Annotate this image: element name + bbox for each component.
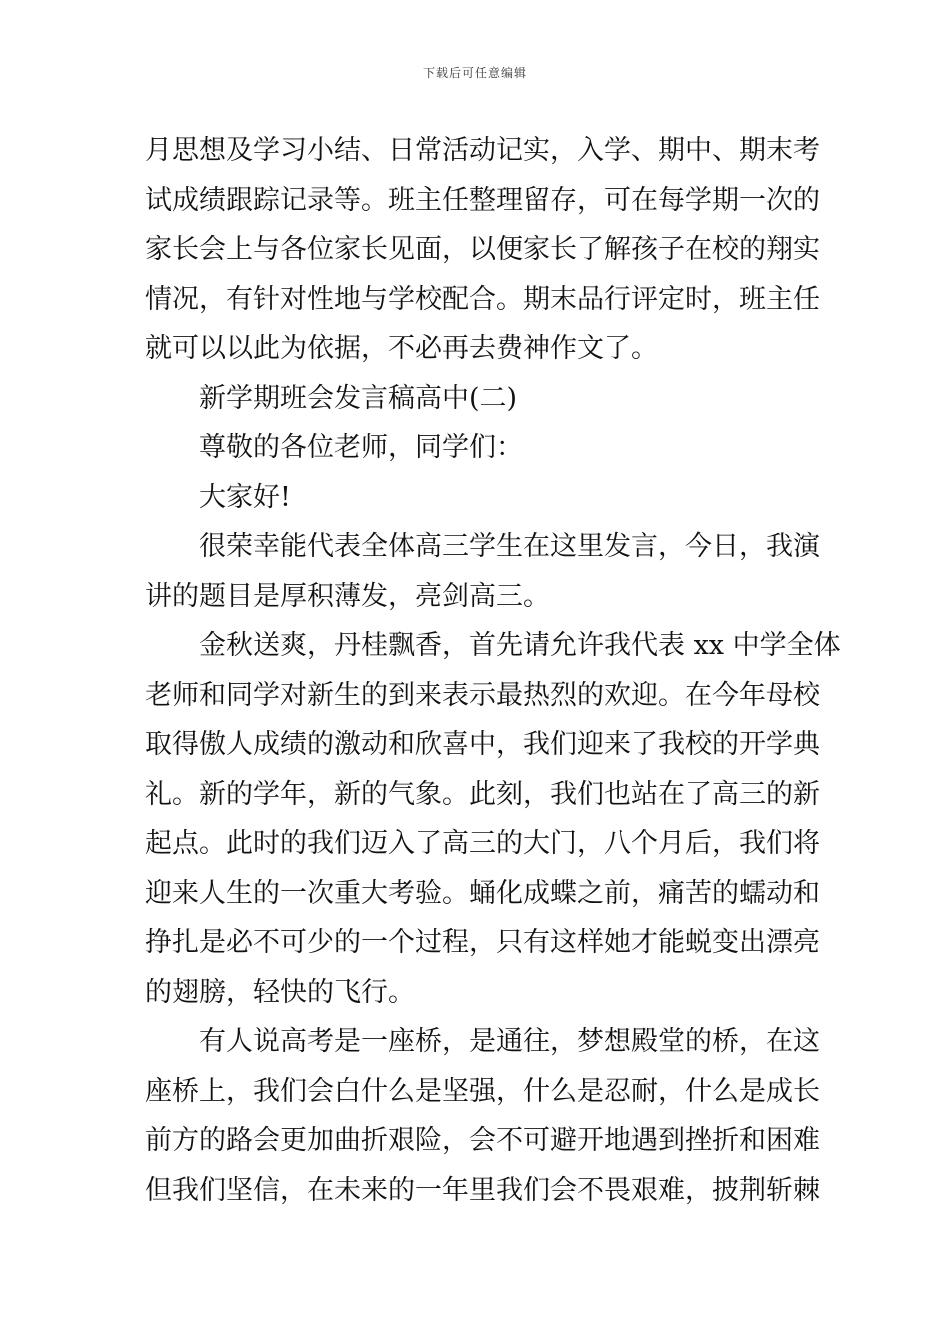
text-line: 但我们坚信，在未来的一年里我们会不畏艰难，披荆斩棘	[145, 1174, 820, 1206]
document-body	[145, 126, 841, 1215]
salutation	[145, 423, 810, 473]
text-line: 尊敬的各位老师，同学们：	[199, 432, 523, 463]
text-line: 老师和同学对新生的到来表示最热烈的欢迎。在今年母校	[145, 679, 820, 711]
text-line: 情况，有针对性地与学校配合。期末品行评定时，班主任	[145, 283, 820, 315]
paragraph	[145, 522, 820, 621]
text-line: 有人说高考是一座桥，是通往，梦想殿堂的桥，在这	[199, 1026, 820, 1057]
text-line: 试成绩跟踪记录等。班主任整理留存，可在每学期一次的	[145, 184, 820, 216]
text-line: 礼。新的学年，新的气象。此刻，我们也站在了高三的新	[145, 778, 820, 810]
text-line: 就可以以此为依据，不必再去费神作文了。	[145, 333, 658, 364]
paragraph	[145, 126, 820, 374]
text-line: 新学期班会发言稿高中(二)	[199, 382, 518, 414]
greeting	[145, 473, 810, 523]
text-line: 月思想及学习小结、日常活动记实，入学、期中、期末考	[145, 135, 820, 166]
section-title	[145, 374, 810, 424]
text-line: 起点。此时的我们迈入了高三的大门，八个月后，我们将	[145, 828, 820, 859]
text-line: 迎来人生的一次重大考验。蛹化成蝶之前，痛苦的蠕动和	[145, 877, 820, 909]
page-header-note: 下载后可任意编辑	[422, 66, 527, 80]
text-line: 很荣幸能代表全体高三学生在这里发言，今日，我演	[199, 531, 820, 562]
text-line: 取得傲人成绩的激动和欣喜中，我们迎来了我校的开学典	[145, 729, 820, 760]
text-line: 前方的路会更加曲折艰险，会不可避开地遇到挫折和困难	[145, 1125, 820, 1156]
text-line: 讲的题目是厚积薄发，亮剑高三。	[145, 580, 550, 612]
text-line: 座桥上，我们会白什么是坚强，什么是忍耐，什么是成长	[145, 1075, 820, 1107]
text-line: 家长会上与各位家长见面，以便家长了解孩子在校的翔实	[145, 234, 820, 265]
text-line: 的翅膀，轻快的飞行。	[145, 976, 415, 1008]
text-line: 挣扎是必不可少的一个过程，只有这样她才能蜕变出漂亮	[145, 927, 820, 958]
text-line: 大家好!	[199, 481, 291, 513]
paragraph	[145, 1017, 820, 1215]
text-line: 金秋送爽，丹桂飘香，首先请允许我代表 xx 中学全体	[199, 630, 841, 661]
paragraph	[145, 621, 841, 1017]
